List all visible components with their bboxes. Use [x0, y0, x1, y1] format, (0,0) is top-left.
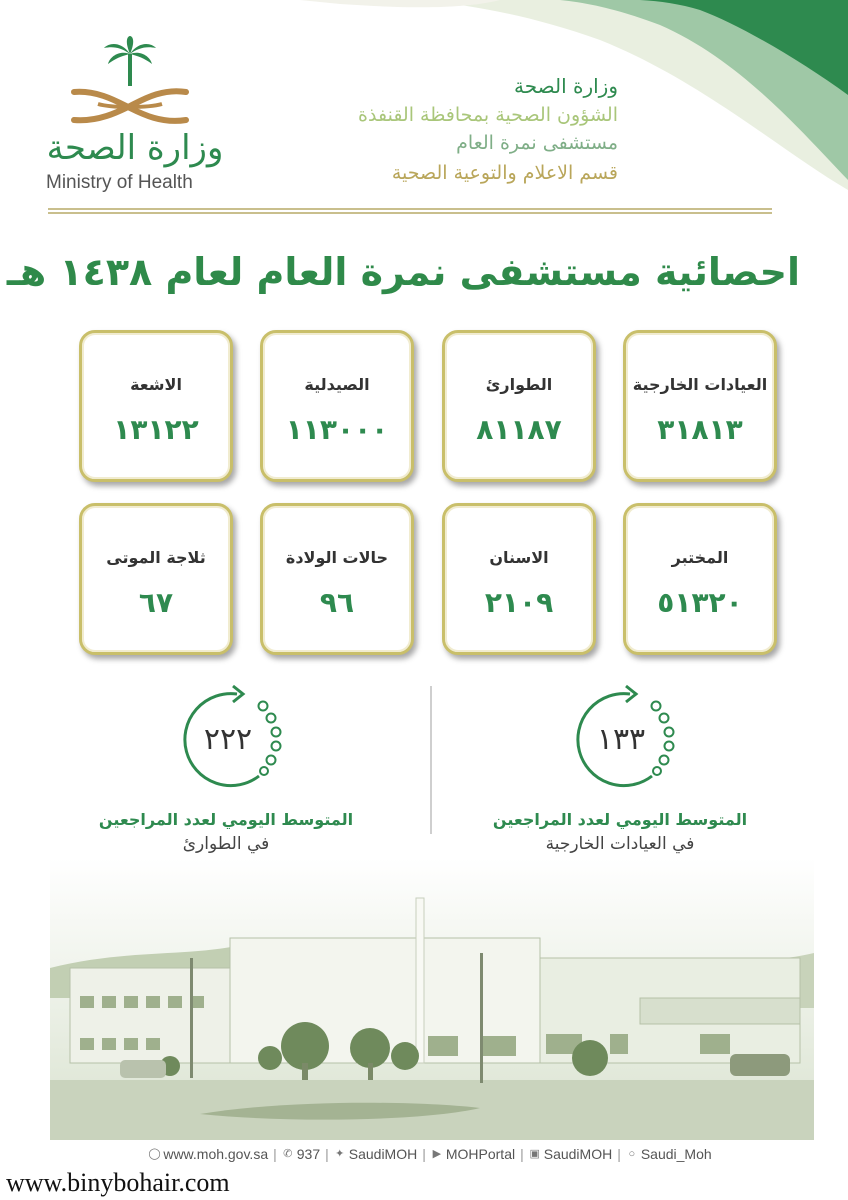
stat-label: الاشعة: [130, 375, 182, 394]
stat-card-outpatient: [623, 330, 777, 482]
footer-snapchat[interactable]: [622, 1146, 716, 1162]
stat-label: العيادات الخارجية: [632, 375, 768, 394]
avg-emergency-subtitle: في الطوارئ: [182, 834, 270, 854]
footer-website-text: www.moh.gov.sa: [163, 1146, 269, 1162]
footer-youtube[interactable]: [427, 1146, 519, 1162]
stat-card-radiology: [79, 330, 233, 482]
header-hospital: مستشفى نمرة العام: [456, 132, 618, 154]
stat-card-laboratory: [623, 503, 777, 655]
globe-icon: ◯: [148, 1148, 161, 1160]
facebook-icon: ▣: [529, 1148, 540, 1160]
site-watermark: www.binybohair.com: [6, 1168, 230, 1197]
avg-outpatient-value: ١٣٣: [596, 722, 646, 757]
logo-english-name: Ministry of Health: [46, 172, 193, 193]
stat-value: ٢١٠٩: [484, 586, 554, 619]
stat-card-births: [260, 503, 414, 655]
avg-outpatient-subtitle: في العيادات الخارجية: [545, 834, 695, 854]
footer-youtube-text: MOHPortal: [445, 1146, 516, 1162]
avg-outpatient-title: المتوسط اليومي لعدد المراجعين: [492, 810, 748, 829]
stat-label: الاسنان: [489, 548, 549, 567]
footer-separator: |: [617, 1146, 621, 1162]
crossed-swords-icon: [68, 84, 192, 128]
hospital-building-photo: [50, 858, 814, 1140]
stat-value: ٥١٣٢٠: [657, 586, 743, 619]
stat-value: ٩٦: [319, 586, 355, 619]
header-divider: [48, 208, 772, 214]
header-department: قسم الاعلام والتوعية الصحية: [391, 162, 618, 184]
footer-phone-text: 937: [296, 1146, 321, 1162]
stat-value: ٣١٨١٣: [657, 413, 743, 446]
footer-twitter-text: SaudiMOH: [348, 1146, 418, 1162]
footer-contact-bar: [110, 1143, 750, 1165]
stat-card-emergency: [442, 330, 596, 482]
stat-card-morgue: [79, 503, 233, 655]
footer-snapchat-text: Saudi_Moh: [640, 1146, 712, 1162]
twitter-bird-icon: ✦: [335, 1148, 345, 1160]
logo-arabic-name: وزارة الصحة: [46, 128, 224, 168]
moh-logo: [40, 36, 240, 196]
header-directorate: الشؤون الصحية بمحافظة القنفذة: [358, 104, 618, 126]
stat-label: حالات الولادة: [285, 548, 389, 567]
footer-website[interactable]: [144, 1146, 272, 1162]
footer-phone[interactable]: [278, 1146, 324, 1162]
stat-value: ٦٧: [138, 586, 174, 619]
footer-separator: |: [325, 1146, 329, 1162]
avg-emergency-title: المتوسط اليومي لعدد المراجعين: [98, 810, 354, 829]
palm-tree-icon: [102, 36, 158, 86]
footer-facebook[interactable]: [525, 1146, 616, 1162]
footer-separator: |: [273, 1146, 277, 1162]
phone-icon: ✆: [283, 1148, 293, 1160]
footer-separator: |: [520, 1146, 524, 1162]
stat-value: ١١٣٠٠٠: [285, 413, 389, 446]
footer-twitter[interactable]: [330, 1146, 421, 1162]
stat-label: الصيدلية: [304, 375, 370, 394]
stat-label: الطوارئ: [485, 375, 553, 394]
footer-facebook-text: SaudiMOH: [543, 1146, 613, 1162]
avg-emergency-value: ٢٢٢: [203, 722, 253, 757]
averages-divider: [430, 686, 432, 834]
youtube-icon: ▶: [432, 1148, 442, 1160]
stat-value: ١٣١٢٢: [113, 413, 199, 446]
footer-separator: |: [422, 1146, 426, 1162]
page-title: احصائية مستشفى نمرة العام لعام ١٤٣٨ هـ: [6, 250, 800, 294]
stat-label: ثلاجة الموتى: [106, 548, 206, 567]
stat-label: المختبر: [671, 548, 729, 567]
header-ministry: وزارة الصحة: [514, 74, 618, 98]
stat-card-dental: [442, 503, 596, 655]
stat-card-pharmacy: [260, 330, 414, 482]
snapchat-ghost-icon: ○: [628, 1148, 636, 1160]
stat-value: ٨١١٨٧: [476, 413, 562, 446]
